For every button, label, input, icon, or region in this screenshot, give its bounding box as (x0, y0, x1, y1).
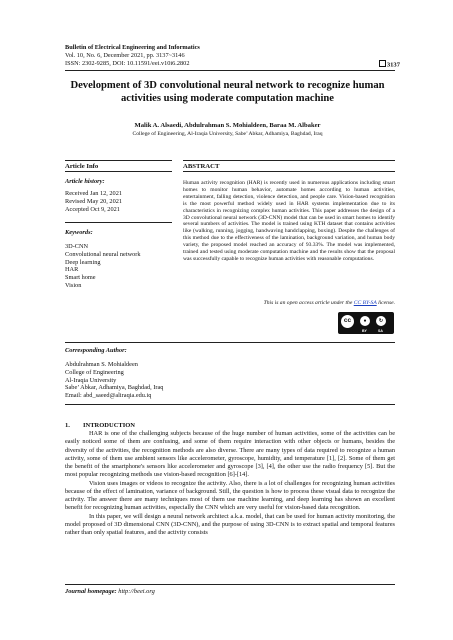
author-university: Al-Iraqia University (65, 376, 117, 384)
article-info-heading: Article Info (65, 163, 99, 170)
paper-title: Development of 3D convolutional neural network to recognize human activities using moderate computation machine (70, 80, 385, 104)
cc-icon: cc (340, 314, 355, 329)
page-number (379, 60, 400, 70)
abstract-rule-bottom (183, 171, 395, 172)
open-access-notice (264, 300, 395, 306)
open-access-suffix: license. (376, 300, 395, 306)
correspondence-rule-top (65, 342, 395, 343)
history-revised: Revised May 20, 2021 (65, 197, 123, 205)
article-history-rule (65, 222, 172, 223)
article-info-rule-bottom (65, 171, 172, 172)
journal-name: Bulletin of Electrical Engineering and Informatics (65, 44, 200, 51)
open-access-prefix: This is an open access article under the (263, 300, 354, 306)
keywords-heading: Keywords: (65, 229, 93, 236)
article-info-rule-top (65, 160, 172, 161)
abstract-heading: ABSTRACT (183, 163, 220, 170)
journal-homepage: Journal homepage: http://beei.org (65, 588, 155, 595)
author-name: Abdulrahman S. Mohialdeen (65, 361, 138, 368)
section-title: INTRODUCTION (83, 422, 136, 429)
homepage-link[interactable]: http://beei.org (118, 588, 155, 595)
history-accepted: Accepted Oct 9, 2021 (65, 205, 120, 213)
square-icon (379, 60, 386, 67)
license-link[interactable]: CC BY-SA (353, 300, 377, 306)
section-number: 1. (65, 422, 70, 429)
author-address: Sabe’ Abkar, Adhamiya, Baghdad, Iraq (65, 384, 164, 392)
journal-issn: ISSN: 2302-9285, DOI: 10.11591/eei.v10i6.2802 (65, 60, 190, 68)
keyword-item: 3D-CNN (65, 243, 89, 250)
attribution-icon: ● (360, 316, 370, 326)
keyword-item: Convolutional neural network (65, 250, 141, 258)
page-number-text: 3137 (386, 61, 400, 69)
share-alike-icon: ↻ (376, 316, 386, 326)
introduction-body (65, 430, 395, 537)
article-history-list (65, 190, 122, 213)
author-email[interactable]: Email: abd_saeed@aliraqia.edu.iq (65, 392, 152, 400)
correspondence-rule-bottom (65, 404, 395, 405)
keyword-item: HAR (65, 266, 79, 274)
sa-label: SA (378, 329, 383, 333)
keyword-item: Vision (65, 281, 82, 289)
paper-affiliation: College of Engineering, Al-Iraqia University, Sabe’ Abkar, Adhamiya, Baghdad, Iraq (132, 131, 323, 137)
keywords-list (65, 243, 141, 290)
cc-license-badge[interactable] (338, 312, 394, 334)
by-label: BY (362, 329, 367, 333)
history-received: Received Jan 12, 2021 (65, 190, 123, 197)
journal-volume: Vol. 10, No. 6, December 2021, pp. 3137~3146 (65, 52, 185, 60)
paragraph: Vision uses images or videos to recognize the activity. Also, there is a lot of challenges for recognizing human activities because of the effect of lamination, variance of background. Still, the question is how to process these visual data to recognize the activity. The answer there are many techniques most of them use machine learning, and deep learning has shown an excellent benefit for recognizing human activities, especially the CNN which are very useful for vision-based data recognition. (65, 479, 395, 512)
correspondence-details (65, 361, 163, 400)
keyword-item: Deep learning (65, 258, 101, 266)
header-rule (65, 70, 395, 71)
paragraph: In this paper, we will design a neural network architect a.k.a. model, that can be used for human activity monitoring, the model proposed of 3D dimensional CNN (3D-CNN), and the purpose of using 3D-CNN is to extract spatial and temporal features rather than only spatial features, and the activity consists (65, 512, 395, 536)
introduction-heading (65, 422, 135, 429)
footer-rule (65, 584, 395, 585)
abstract-rule-top (183, 160, 395, 161)
keyword-item: Smart home (65, 274, 96, 282)
homepage-label: Journal homepage (65, 588, 115, 595)
paper-authors: Malik A. Alsaedi, Abdulrahman S. Mohialdeen, Baraa M. Albaker (134, 122, 321, 129)
author-college: College of Engineering (65, 368, 124, 376)
article-history-heading: Article history: (65, 178, 105, 185)
correspondence-heading: Corresponding Author: (65, 347, 127, 354)
journal-header (65, 44, 400, 69)
paragraph: HAR is one of the challenging subjects because of the huge number of human activities, some of the activities can be easily noticed some of them are confusing, and some of them require interaction with other objects or humans, besides the diversity of the activities, the recognition methods are also diverse. There are many types of data required to recognize a human activity, some of them use ambient sensors like accelerometer, gyroscope, humidity, and temperature [1], [2]. Some of them get the benefit of the smartphone's sensors like accelerometer and gyroscope [3], [4], the other use the radio frequency [5]. But the most popular recognizing methods use vision-based recognition [6]-[14]. (65, 430, 395, 479)
abstract-text: Human activity recognition (HAR) is recently used in numerous applications including smart homes to monitor human behavior, automate homes according to human activities, entertainment, falling detection, violence detection, and people care. Vision-based recognition is the most powerful method widely used in HAR systems implementation due to its characteristics in recognizing complex human activities. This paper addresses the design of a 3D convolutional neural network (3D-CNN) model that can be used in smart homes to identify several numbers of activities. The model is trained using KTH dataset that contains activities like (walking, running, jogging, handwaving handclapping, boxing). Despite the challenges of this method due to the effectiveness of the lamination, background variation, and human body variety, the proposed model reached an accuracy of 93.33%. The model was implemented, trained and tested using moderate computation machine and the results show that the proposal was successfully capable to recognize human activities with reasonable computations. (183, 180, 395, 262)
